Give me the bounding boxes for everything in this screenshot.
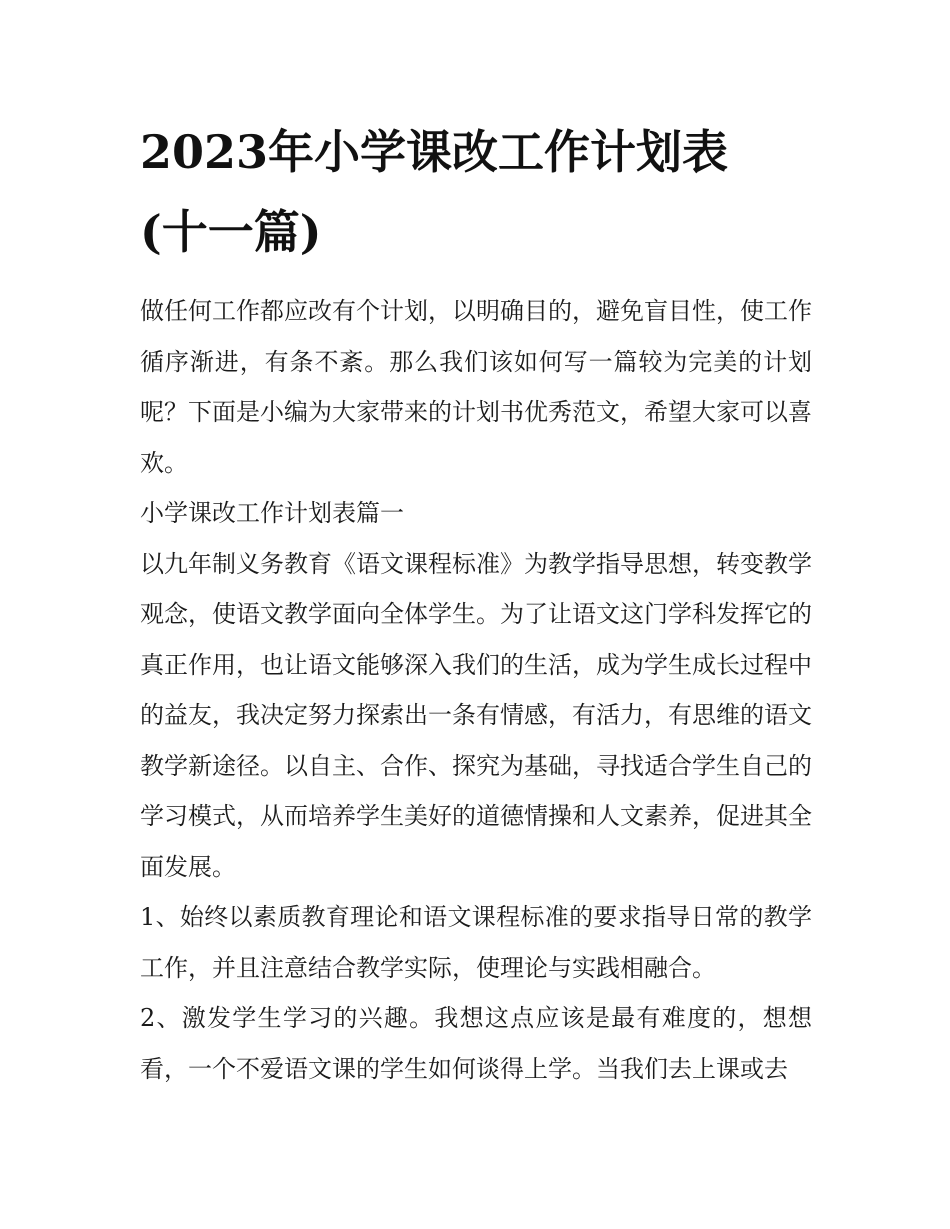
body-paragraph: 以九年制义务教育《语文课程标准》为教学指导思想，转变教学观念，使语文教学面向全体学生。为了让语文这门学科发挥它的真正作用，也让语文能够深入我们的生活，成为学生成长过程中的益友，我决定努力探索出一条有情感，有活力，有思维的语文教学新途径。以自主、合作、探究为基础，寻找适合学生自己的学习模式，从而培养学生美好的道德情操和人文素养，促进其全面发展。 <box>140 549 812 881</box>
document-content <box>140 112 812 1094</box>
intro-paragraph: 做任何工作都应改有个计划，以明确目的，避免盲目性，使工作循序渐进，有条不紊。那么我们该如何写一篇较为完美的计划呢？下面是小编为大家带来的计划书优秀范文，希望大家可以喜欢。 <box>140 297 812 477</box>
document-body <box>140 286 812 1094</box>
list-item-2: 2、激发学生学习的兴趣。我想这点应该是最有难度的，想想看，一个不爱语文课的学生如何谈得上学。当我们去上课或去 <box>140 1004 812 1083</box>
document-title <box>140 112 812 272</box>
list-item-1: 1、始终以素质教育理论和语文课程标准的要求指导日常的教学工作，并且注意结合教学实际，使理论与实践相融合。 <box>140 903 812 982</box>
document-title-line-1: 2023年小学课改工作计划表 <box>140 125 729 179</box>
section-heading: 小学课改工作计划表篇一 <box>140 499 404 527</box>
document-title-line-2: (十一篇) <box>140 205 322 259</box>
